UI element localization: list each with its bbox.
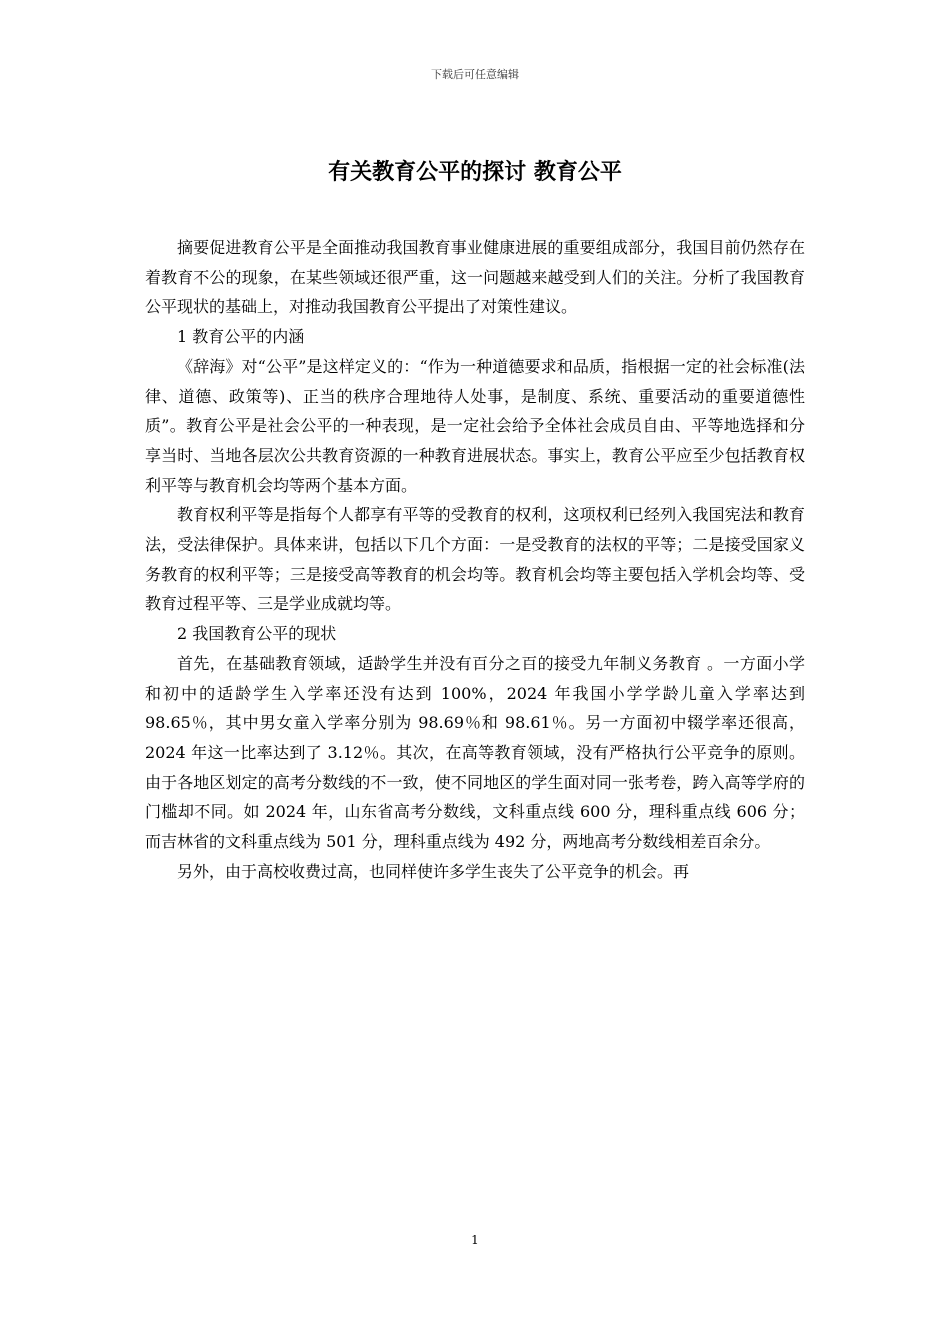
page-header-note: 下载后可任意编辑 [431,68,519,81]
document-title: 有关教育公平的探讨 教育公平 [328,160,622,185]
section-heading-2: 2 我国教育公平的现状 [177,624,337,644]
document-body [145,233,805,886]
paragraph-abstract: 摘要促进教育公平是全面推动我国教育事业健康进展的重要组成部分，我国目前仍然存在着教育不公的现象，在某些领域还很严重，这一问题越来越受到人们的关注。分析了我国教育公平现状的基础上，对推动我国教育公平提出了对策性建议。 [145,238,805,317]
page-number: 1 [471,1233,479,1247]
paragraph-rights: 教育权利平等是指每个人都享有平等的受教育的权利，这项权利已经列入我国宪法和教育法，受法律保护。具体来讲，包括以下几个方面：一是受教育的法权的平等；二是接受国家义务教育的权利平等；三是接受高等教育的机会均等。教育机会均等主要包括入学机会均等、受教育过程平等、三是学业成就均等。 [145,505,805,614]
paragraph-fees: 另外，由于高校收费过高，也同样使许多学生丧失了公平竞争的机会。再 [177,861,690,881]
paragraph-status: 首先，在基础教育领域，适龄学生并没有百分之百的接受九年制义务教育 。一方面小学和初中的适龄学生入学率还没有达到 100%，2024 年我国小学学龄儿童入学率达到 98.65％，其中男女童入学率分别为 98.69％和 98.61％。另一方面初中辍学率还很高，2024 年这一比率达到了 3.12％。其次，在高等教育领域，没有严格执行公平竞争的原则。由于各地区划定的高考分数线的不一致，使不同地区的学生面对同一张考卷，跨入高等学府的门槛却不同。如 2024 年，山东省高考分数线，文科重点线 600 分，理科重点线 606 分；而吉林省的文科重点线为 501 分，理科重点线为 492 分，两地高考分数线相差百余分。 [145,653,805,852]
section-heading-1: 1 教育公平的内涵 [177,327,305,347]
paragraph-definition: 《辞海》对“公平”是这样定义的：“作为一种道德要求和品质，指根据一定的社会标准(法律、道德、政策等)、正当的秩序合理地待人处事，是制度、系统、重要活动的重要道德性质”。教育公平是社会公平的一种表现，是一定社会给予全体社会成员自由、平等地选择和分享当时、当地各层次公共教育资源的一种教育进展状态。事实上，教育公平应至少包括教育权利平等与教育机会均等两个基本方面。 [145,356,805,495]
